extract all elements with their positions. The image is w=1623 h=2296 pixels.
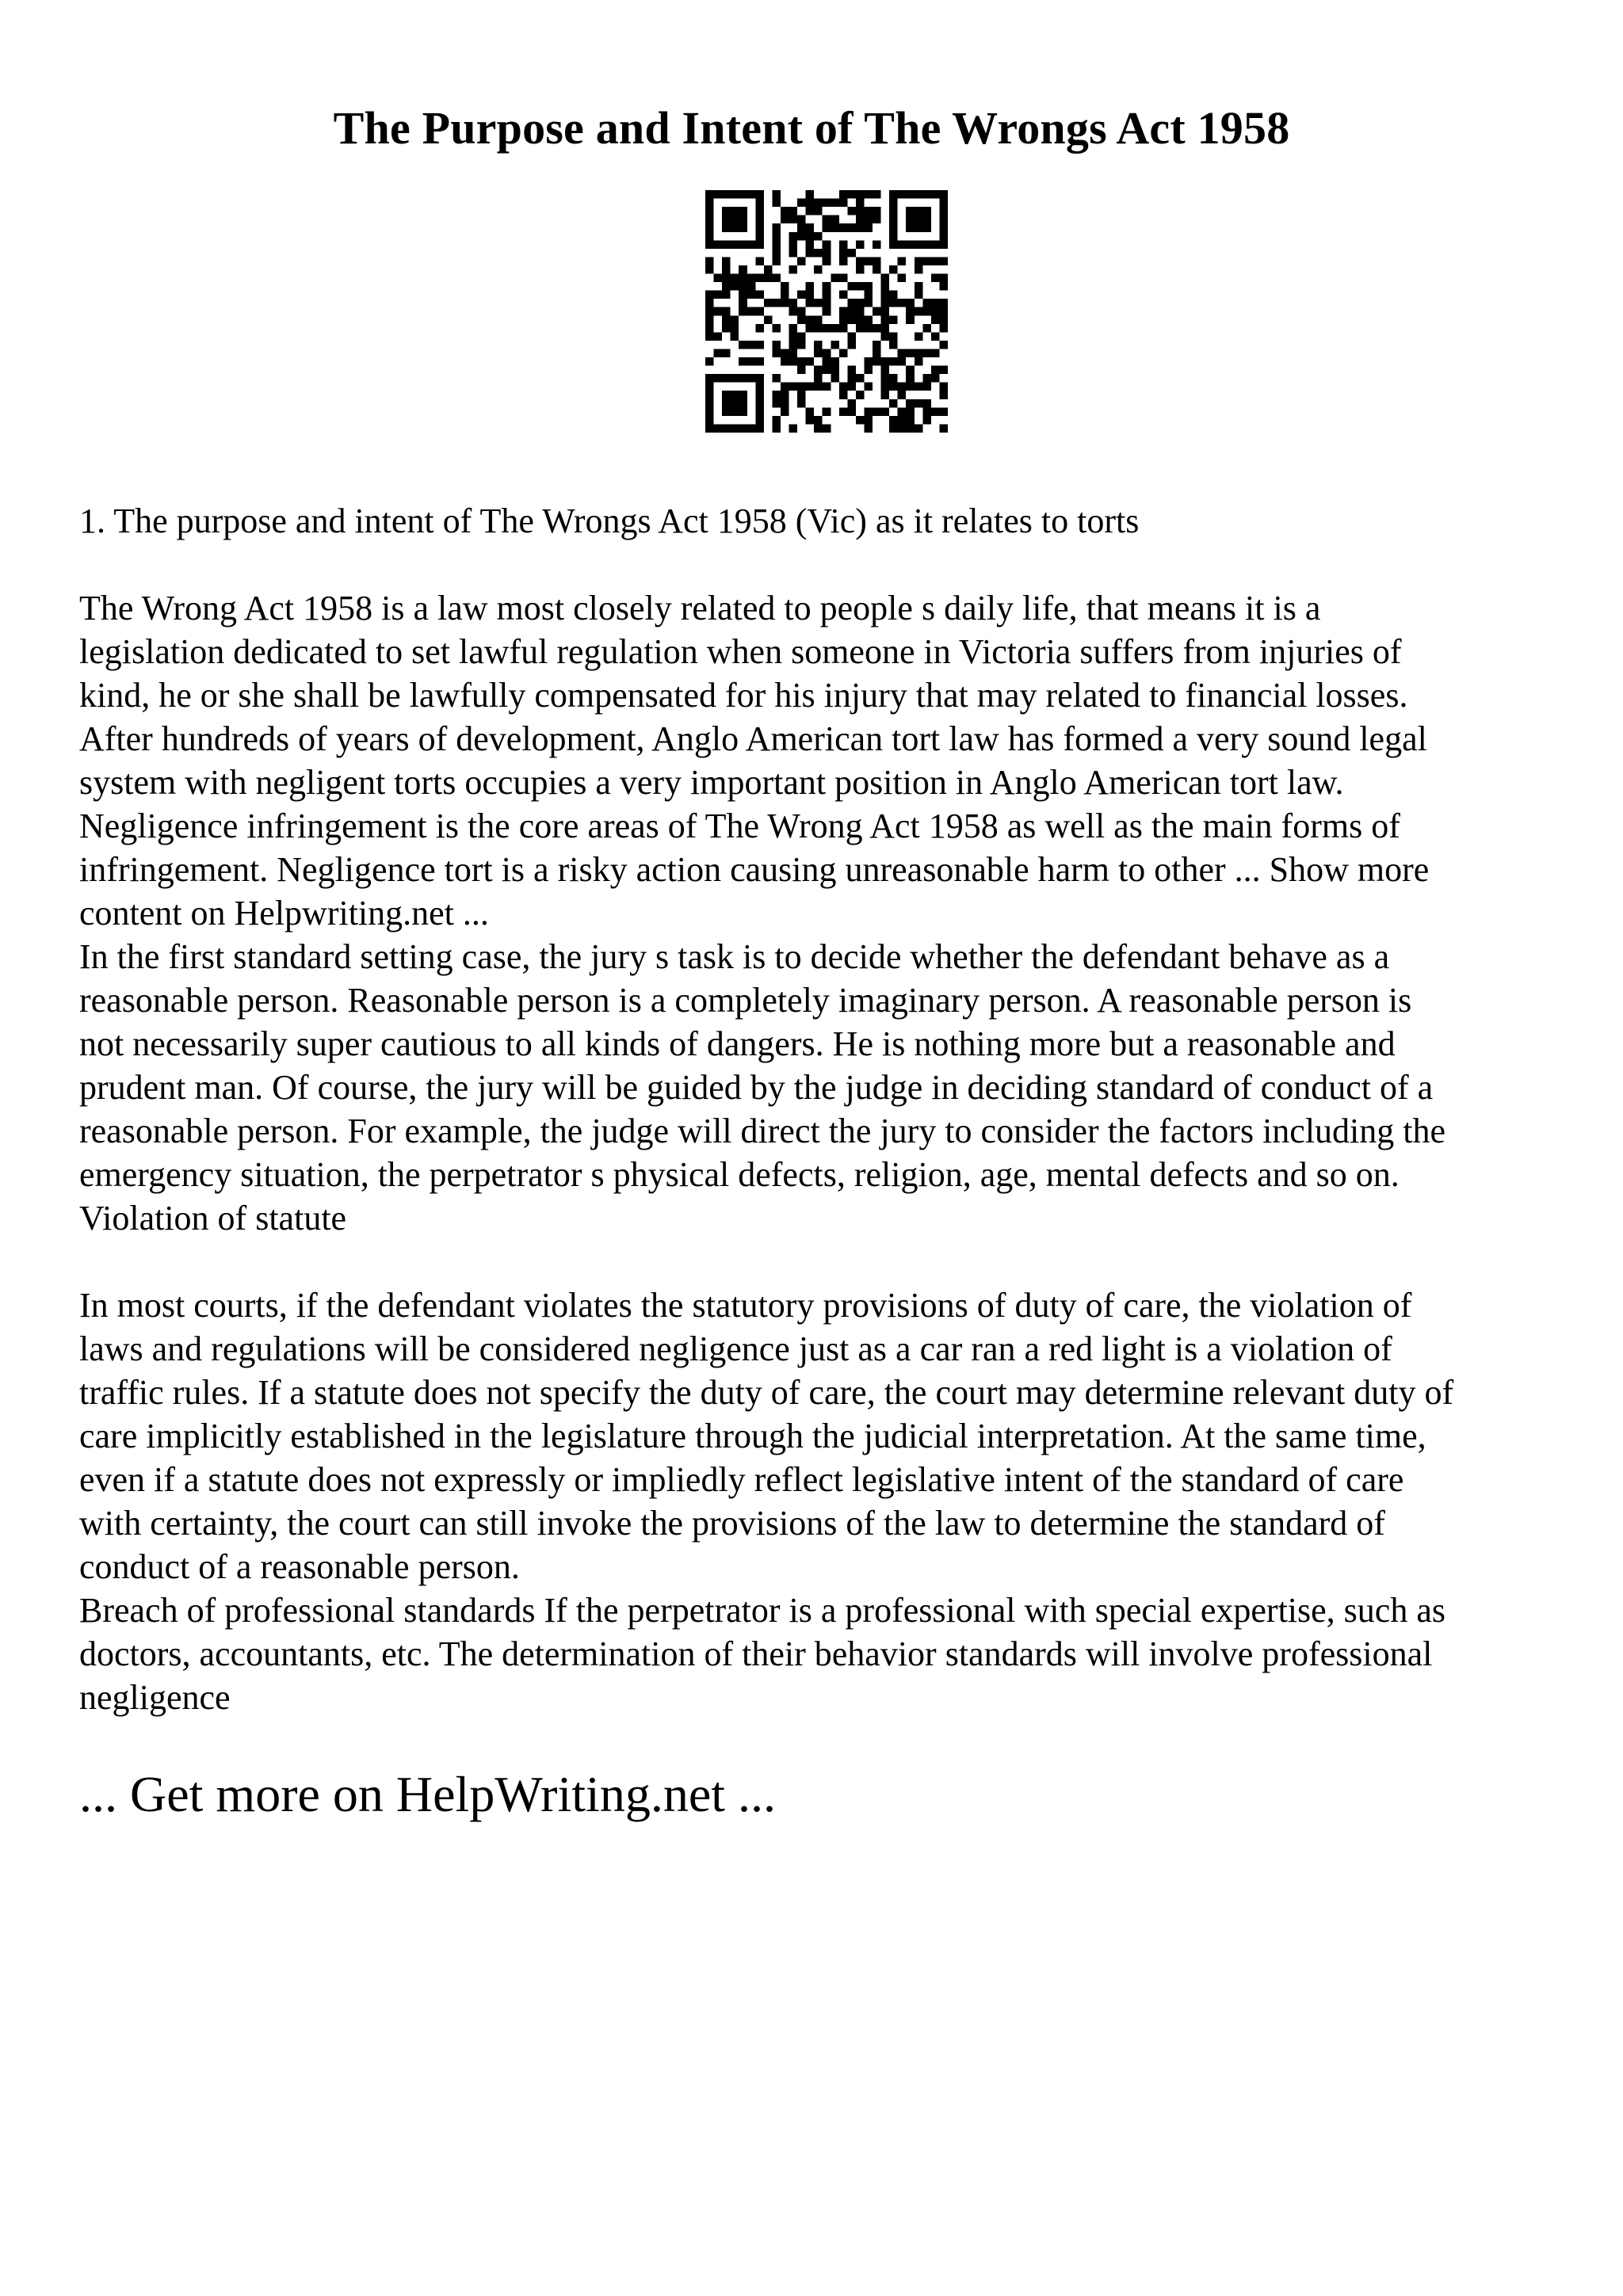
- qr-code-icon: [705, 190, 948, 433]
- document-title: The Purpose and Intent of The Wrongs Act 1958: [333, 102, 1290, 154]
- paragraph-professional-standards: Breach of professional standards If the perpetrator is a professional with special expertise, such as doctors, accountants, etc. The determination of their behavior standards will involve professional negligence: [79, 1591, 1445, 1717]
- section-heading: 1. The purpose and intent of The Wrongs Act 1958 (Vic) as it relates to torts: [79, 502, 1140, 540]
- paragraph-statute: In most courts, if the defendant violates the statutory provisions of duty of care, the violation of laws and regulations will be considered negligence just as a car ran a red light is a violation of traffic rules. If a statute does not specify the duty of care, the court may determine relevant duty of care implicitly established in the legislature through the judicial interpretation. At the same time, even if a statute does not expressly or impliedly reflect legislative intent of the standard of care with certainty, the court can still invoke the provisions of the law to determine the standard of conduct of a reasonable person.: [79, 1286, 1454, 1586]
- get-more-link[interactable]: ... Get more on HelpWriting.net ...: [79, 1766, 776, 1822]
- paragraph-intro: The Wrong Act 1958 is a law most closely related to people s daily life, that means it is a legislation dedicated to set lawful regulation when someone in Victoria suffers from injuries of kind, he or she shall be lawfully compensated for his injury that may related to financial losses. After hundreds of years of development, Anglo American tort law has formed a very sound legal system with negligent torts occupies a very important position in Anglo American tort law. Negligence infringement is the core areas of The Wrong Act 1958 as well as the main forms of infringement. Negligence tort is a risky action causing unreasonable harm to other ... Show more content on Helpwriting.net ...: [79, 589, 1430, 933]
- paragraph-standard-setting: In the first standard setting case, the jury s task is to decide whether the defendant behave as a reasonable person. Reasonable person is a completely imaginary person. A reasonable person is not necessarily super cautious to all kinds of dangers. He is nothing more but a reasonable and prudent man. Of course, the jury will be guided by the judge in deciding standard of conduct of a reasonable person. For example, the judge will direct the jury to consider the factors including the emergency situation, the perpetrator s physical defects, religion, age, mental defects and so on. Violation of statute: [79, 937, 1446, 1238]
- document-body: [79, 499, 1561, 1719]
